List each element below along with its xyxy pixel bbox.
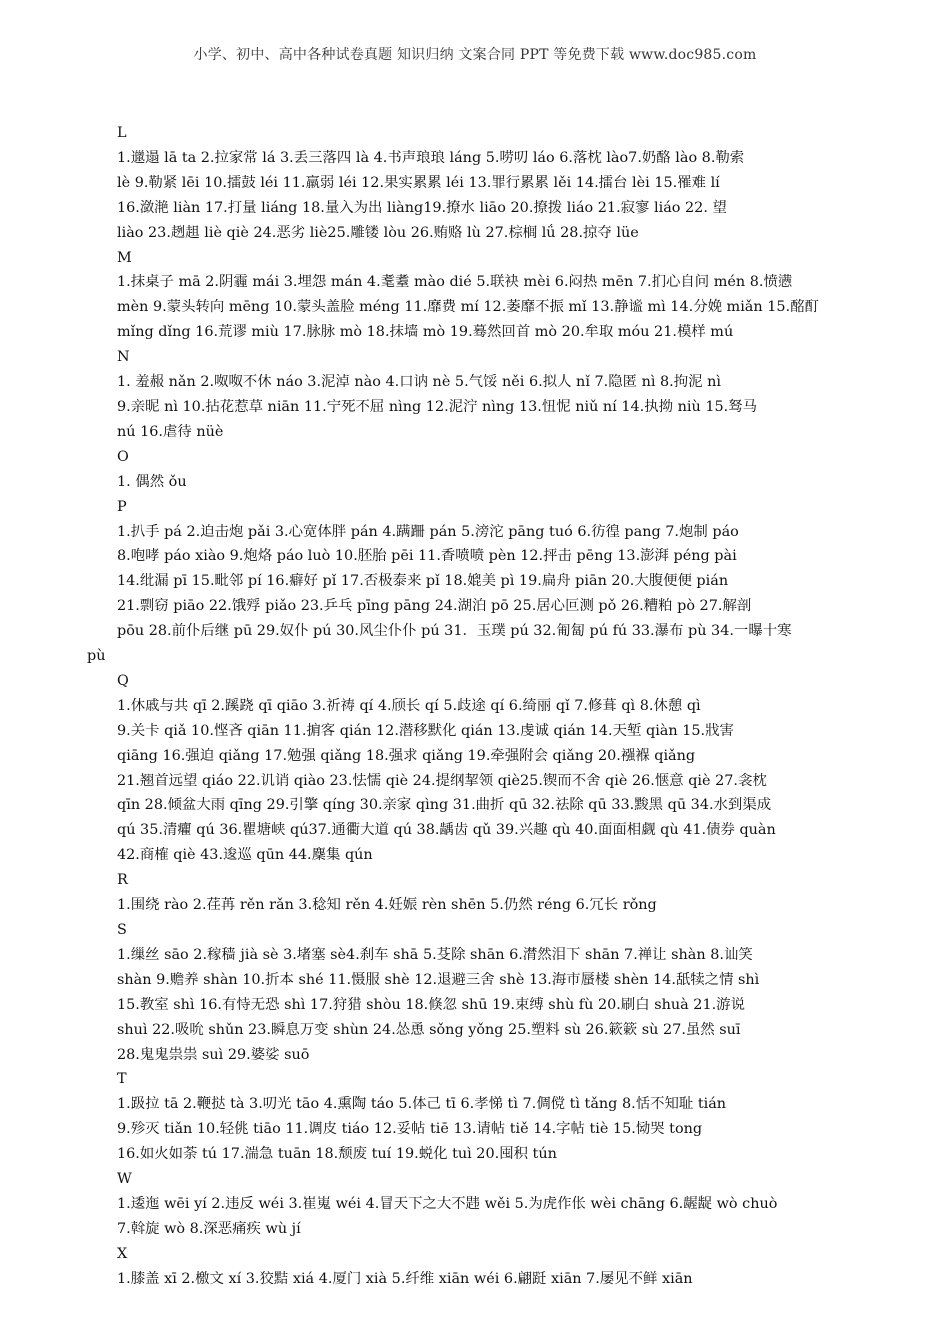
text-line: 9.关卡 qiǎ 10.悭吝 qiān 11.掮客 qián 12.潜移默化 qián 13.虔诚 qián 14.天堑 qiàn 15.戕害 xyxy=(117,722,734,739)
text-line: 42.商榷 qiè 43.逡巡 qūn 44.麇集 qún xyxy=(117,847,373,864)
section-letter-n: N xyxy=(117,349,130,366)
text-line: 7.斡旋 wò 8.深恶痛疾 wù jí xyxy=(117,1220,301,1237)
text-line: 16.潋滟 liàn 17.打量 liáng 18.量入为出 liàng19.撩水 liāo 20.撩拨 liáo 21.寂寥 liáo 22. 望 xyxy=(117,199,727,216)
page-header: 小学、初中、高中各种试卷真题 知识归纳 文案合同 PPT 等免费下载 www.doc985.com xyxy=(193,47,757,63)
section-letter-o: O xyxy=(117,448,129,465)
text-line: 21.翘首远望 qiáo 22.讥诮 qiào 23.怯懦 qiè 24.提纲挈领 qiè25.锲而不舍 qiè 26.惬意 qiè 27.衾枕 xyxy=(117,772,767,789)
section-letter-t: T xyxy=(117,1071,127,1088)
text-line: 1.抹桌子 mā 2.阴霾 mái 3.埋怨 mán 4.耄耋 mào dié 5.联袂 mèi 6.闷热 mēn 7.扪心自问 mén 8.愤懑 xyxy=(117,274,793,291)
text-line: 14.纰漏 pī 15.毗邻 pí 16.癖好 pǐ 17.否极泰来 pǐ 18.媲美 pì 19.扁舟 piān 20.大腹便便 pián xyxy=(117,573,729,590)
section-letter-w: W xyxy=(117,1171,132,1188)
text-line: 1.趿拉 tā 2.鞭挞 tà 3.叨光 tāo 4.熏陶 táo 5.体己 tī 6.孝悌 tì 7.倜傥 tì tǎng 8.恬不知耻 tián xyxy=(117,1096,727,1113)
text-line: shuì 22.吸吮 shǔn 23.瞬息万变 shùn 24.怂恿 sǒng yǒng 25.塑料 sù 26.簌簌 sù 27.虽然 suī xyxy=(117,1021,741,1038)
text-line: pù xyxy=(87,648,106,665)
section-letter-x: X xyxy=(117,1245,128,1262)
text-line: qīn 28.倾盆大雨 qīng 29.引擎 qíng 30.亲家 qìng 31.曲折 qū 32.祛除 qū 33.黢黑 qū 34.水到渠成 xyxy=(117,797,772,814)
text-line: 1.围绕 rào 2.荏苒 rěn rǎn 3.稔知 rěn 4.妊娠 rèn shēn 5.仍然 réng 6.冗长 rǒng xyxy=(117,897,657,914)
text-line: 1. 偶然 ǒu xyxy=(117,473,187,490)
text-line: 21.剽窃 piāo 22.饿殍 piǎo 23.乒乓 pīng pāng 24.湖泊 pō 25.居心叵测 pǒ 26.糟粕 pò 27.解剖 xyxy=(117,598,752,615)
section-letter-l: L xyxy=(117,125,127,141)
text-line: 15.教室 shì 16.有恃无恐 shì 17.狩猎 shòu 18.倏忽 shū 19.束缚 shù fù 20.刷白 shuà 21.游说 xyxy=(117,996,745,1013)
text-line: 1.邋遢 lā ta 2.拉家常 lá 3.丢三落四 là 4.书声琅琅 láng 5.唠叨 láo 6.落枕 lào7.奶酪 lào 8.勒索 xyxy=(117,149,745,166)
section-letter-r: R xyxy=(117,872,128,889)
text-line: 1.膝盖 xī 2.檄文 xí 3.狡黠 xiá 4.厦门 xià 5.纤维 xiān wéi 6.翩跹 xiān 7.屡见不鲜 xiān xyxy=(117,1270,693,1287)
text-line: 1.逶迤 wēi yí 2.违反 wéi 3.崔嵬 wéi 4.冒天下之大不韪 wěi 5.为虎作伥 wèi chāng 6.龌龊 wò chuò xyxy=(117,1195,778,1212)
text-line: qiāng 16.强迫 qiǎng 17.勉强 qiǎng 18.强求 qiǎng 19.牵强附会 qiǎng 20.襁褓 qiǎng xyxy=(117,747,696,764)
text-line: 9.亲昵 nì 10.拈花惹草 niān 11.宁死不屈 nìng 12.泥泞 nìng 13.忸怩 niǔ ní 14.执拗 niù 15.驽马 xyxy=(117,398,757,415)
section-letter-p: P xyxy=(117,498,127,515)
text-line: 8.咆哮 páo xiào 9.炮烙 páo luò 10.胚胎 pēi 11.香喷喷 pèn 12.抨击 pēng 13.澎湃 péng pài xyxy=(117,548,737,565)
text-line: 1.缫丝 sāo 2.稼穑 jià sè 3.堵塞 sè4.刹车 shā 5.芟除 shān 6.潸然泪下 shān 7.禅让 shàn 8.讪笑 xyxy=(117,946,753,963)
text-line: shàn 9.赡养 shàn 10.折本 shé 11.慑服 shè 12.退避三舍 shè 13.海市蜃楼 shèn 14.舐犊之情 shì xyxy=(117,971,760,988)
text-line: 9.殄灭 tiǎn 10.轻佻 tiāo 11.调皮 tiáo 12.妥帖 tiē 13.请帖 tiě 14.字帖 tiè 15.恸哭 tong xyxy=(117,1121,703,1138)
text-line: 16.如火如荼 tú 17.湍急 tuān 18.颓废 tuí 19.蜕化 tuì 20.囤积 tún xyxy=(117,1146,557,1163)
text-line: nú 16.虐待 nüè xyxy=(117,423,224,440)
section-letter-s: S xyxy=(117,922,127,938)
section-letter-q: Q xyxy=(117,672,129,689)
text-line: 1. 羞赧 nǎn 2.呶呶不休 náo 3.泥淖 nào 4.口讷 nè 5.气馁 něi 6.拟人 nǐ 7.隐匿 nì 8.拘泥 nì xyxy=(117,374,721,391)
text-line: mèn 9.蒙头转向 mēng 10.蒙头盖脸 méng 11.靡费 mí 12.萎靡不振 mǐ 13.静谧 mì 14.分娩 miǎn 15.酩酊 xyxy=(117,299,819,316)
text-line: 1.休戚与共 qī 2.蹊跷 qī qiāo 3.祈祷 qí 4.颀长 qí 5.歧途 qí 6.绮丽 qǐ 7.修葺 qì 8.休憩 qì xyxy=(117,697,701,714)
text-line: 1.扒手 pá 2.迫击炮 pǎi 3.心宽体胖 pán 4.蹒跚 pán 5.滂沱 pāng tuó 6.彷徨 pang 7.炮制 páo xyxy=(117,523,739,540)
text-line: mǐng dǐng 16.荒谬 miù 17.脉脉 mò 18.抹墙 mò 19.蓦然回首 mò 20.牟取 móu 21.模样 mú xyxy=(117,324,734,341)
text-line: liào 23.趔趄 liè qiè 24.恶劣 liè25.雕镂 lòu 26.贿赂 lù 27.棕榈 lǘ 28.掠夺 lüe xyxy=(117,224,639,241)
text-line: 28.鬼鬼祟祟 suì 29.婆娑 suō xyxy=(117,1046,310,1063)
text-line: lè 9.勒紧 lēi 10.擂鼓 léi 11.羸弱 léi 12.果实累累 léi 13.罪行累累 lěi 14.擂台 lèi 15.罹难 lí xyxy=(117,174,720,191)
text-line: qú 35.清癯 qú 36.瞿塘峡 qú37.通衢大道 qú 38.龋齿 qǔ 39.兴趣 qù 40.面面相觑 qù 41.债券 quàn xyxy=(117,822,776,839)
text-line: pōu 28.前仆后继 pū 29.奴仆 pú 30.风尘仆仆 pú 31．玉璞 pú 32.匍匐 pú fú 33.瀑布 pù 34.一曝十寒 xyxy=(117,623,792,640)
section-letter-m: M xyxy=(117,249,132,266)
document-body xyxy=(87,121,857,1292)
